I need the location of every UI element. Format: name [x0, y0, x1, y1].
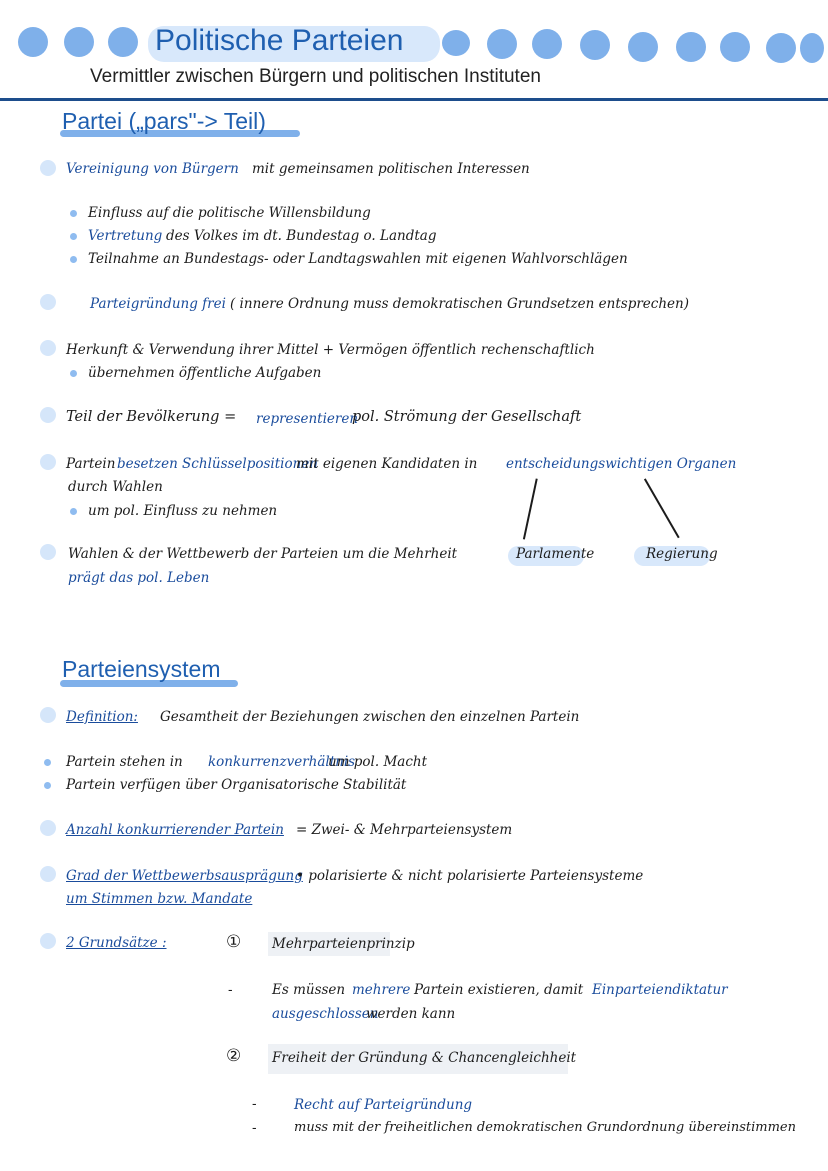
note-stroemung: pol. Strömung der Gesellschaft	[352, 409, 582, 425]
note-vereinigung: Vereinigung von Bürgern	[66, 161, 239, 177]
header-dot	[720, 32, 750, 62]
bullet	[40, 707, 56, 723]
note-pol-einfluss: um pol. Einfluss zu nehmen	[88, 503, 278, 519]
principle-2: Freiheit der Gründung & Chancengleichheit	[272, 1050, 577, 1066]
grad-value: • polarisierte & nicht polarisierte Parteiensysteme	[296, 868, 644, 884]
principle-1-werden: werden kann	[366, 1006, 456, 1022]
principle-number: ②	[226, 1046, 242, 1066]
note-aufgaben: übernehmen öffentliche Aufgaben	[88, 365, 322, 381]
note-stabilitaet: Partein verfügen über Organisatorische Stabilität	[66, 777, 407, 793]
bullet	[44, 759, 51, 766]
dash: -	[252, 1120, 257, 1136]
note-organen: entscheidungswichtigen Organen	[506, 456, 737, 472]
arrow-line-parlamente	[523, 479, 537, 540]
note-konkurrenz: konkurrenzverhältnis	[208, 754, 356, 770]
note-stehen: Partein stehen in	[66, 754, 183, 770]
bullet	[40, 866, 56, 882]
bullet	[40, 340, 56, 356]
section-heading-parteiensystem: Parteiensystem	[62, 656, 221, 682]
grad-label: Grad der Wettbewerbsausprägung	[66, 868, 303, 884]
section-heading-partei: Partei („pars"-> Teil)	[62, 108, 266, 134]
organ-parlamente: Parlamente	[516, 546, 595, 562]
principle-1-detail: Es müssen	[272, 982, 346, 998]
organ-regierung: Regierung	[646, 546, 718, 562]
bullet	[70, 256, 77, 263]
bullet	[44, 782, 51, 789]
bullet	[40, 820, 56, 836]
header-dot	[532, 29, 562, 59]
principle-2-recht: Recht auf Parteigründung	[294, 1097, 473, 1113]
page-subtitle: Vermittler zwischen Bürgern und politischen Instituten	[90, 66, 541, 87]
note-parteigruendung: Parteigründung frei	[90, 296, 226, 312]
note-herkunft: Herkunft & Verwendung ihrer Mittel + Vermögen öffentlich rechenschaftlich	[66, 342, 595, 358]
note-vertretung: Vertretung	[88, 228, 163, 244]
principle-2-grundordnung: muss mit der freiheitlichen demokratischen Grundordnung übereinstimmen	[294, 1120, 796, 1135]
bullet	[70, 210, 77, 217]
header-dot	[108, 27, 138, 57]
principle-1: Mehrparteienprinzip	[272, 936, 415, 952]
header-rule	[0, 98, 828, 101]
principle-1-existieren: Partein existieren, damit	[414, 982, 584, 998]
definition-label: Definition:	[66, 709, 138, 725]
note-kandidaten: mit eigenen Kandidaten in	[296, 456, 478, 472]
note-teil-bevoelkerung: Teil der Bevölkerung =	[66, 409, 237, 425]
note-durch-wahlen: durch Wahlen	[68, 479, 163, 495]
note-partein: Partein	[66, 456, 116, 472]
header-dot	[580, 30, 610, 60]
bullet	[40, 160, 56, 176]
principle-1-ausgeschlossen: ausgeschlossen	[272, 1006, 379, 1022]
bullet	[40, 544, 56, 560]
header-dot	[800, 33, 824, 63]
note-interessen: mit gemeinsamen politischen Interessen	[252, 161, 530, 177]
note-wahlen-wettbewerb: Wahlen & der Wettbewerb der Parteien um die Mehrheit	[68, 546, 458, 562]
bullet	[70, 508, 77, 515]
arrow-line-regierung	[644, 478, 679, 538]
header-dot	[676, 32, 706, 62]
bullet	[40, 933, 56, 949]
bullet	[40, 407, 56, 423]
anzahl-label: Anzahl konkurrierender Partein	[66, 822, 284, 838]
dash: -	[252, 1096, 257, 1112]
bullet	[40, 454, 56, 470]
anzahl-value: = Zwei- & Mehrparteiensystem	[296, 822, 513, 838]
principle-1-mehrere: mehrere	[352, 982, 411, 998]
definition-text: Gesamtheit der Beziehungen zwischen den einzelnen Partein	[160, 709, 580, 725]
page-title: Politische Parteien	[155, 24, 404, 57]
header-dot	[766, 33, 796, 63]
grundsaetze-label: 2 Grundsätze :	[66, 935, 167, 951]
header-dot	[64, 27, 94, 57]
header-dot	[18, 27, 48, 57]
note-schluesselpositionen: besetzen Schlüsselpositionen	[117, 456, 319, 472]
note-representieren: representieren	[256, 411, 359, 427]
note-innere-ordnung: ( innere Ordnung muss demokratischen Grundsetzen entsprechen)	[230, 296, 689, 312]
bullet	[40, 294, 56, 310]
header-dot	[628, 32, 658, 62]
note-praegt: prägt das pol. Leben	[68, 570, 210, 586]
header-dot	[442, 30, 470, 56]
principle-number: ①	[226, 932, 242, 952]
principle-1-diktatur: Einparteiendiktatur	[592, 982, 728, 998]
note-einfluss: Einfluss auf die politische Willensbildung	[88, 205, 371, 221]
note-teilnahme: Teilnahme an Bundestags- oder Landtagswahlen mit eigenen Wahlvorschlägen	[88, 251, 628, 267]
bullet	[70, 370, 77, 377]
note-macht: um pol. Macht	[328, 754, 428, 770]
header-dot	[487, 29, 517, 59]
bullet	[70, 233, 77, 240]
grad-label-2: um Stimmen bzw. Mandate	[66, 891, 253, 907]
dash: -	[228, 982, 233, 998]
note-volkes: des Volkes im dt. Bundestag o. Landtag	[166, 228, 437, 244]
